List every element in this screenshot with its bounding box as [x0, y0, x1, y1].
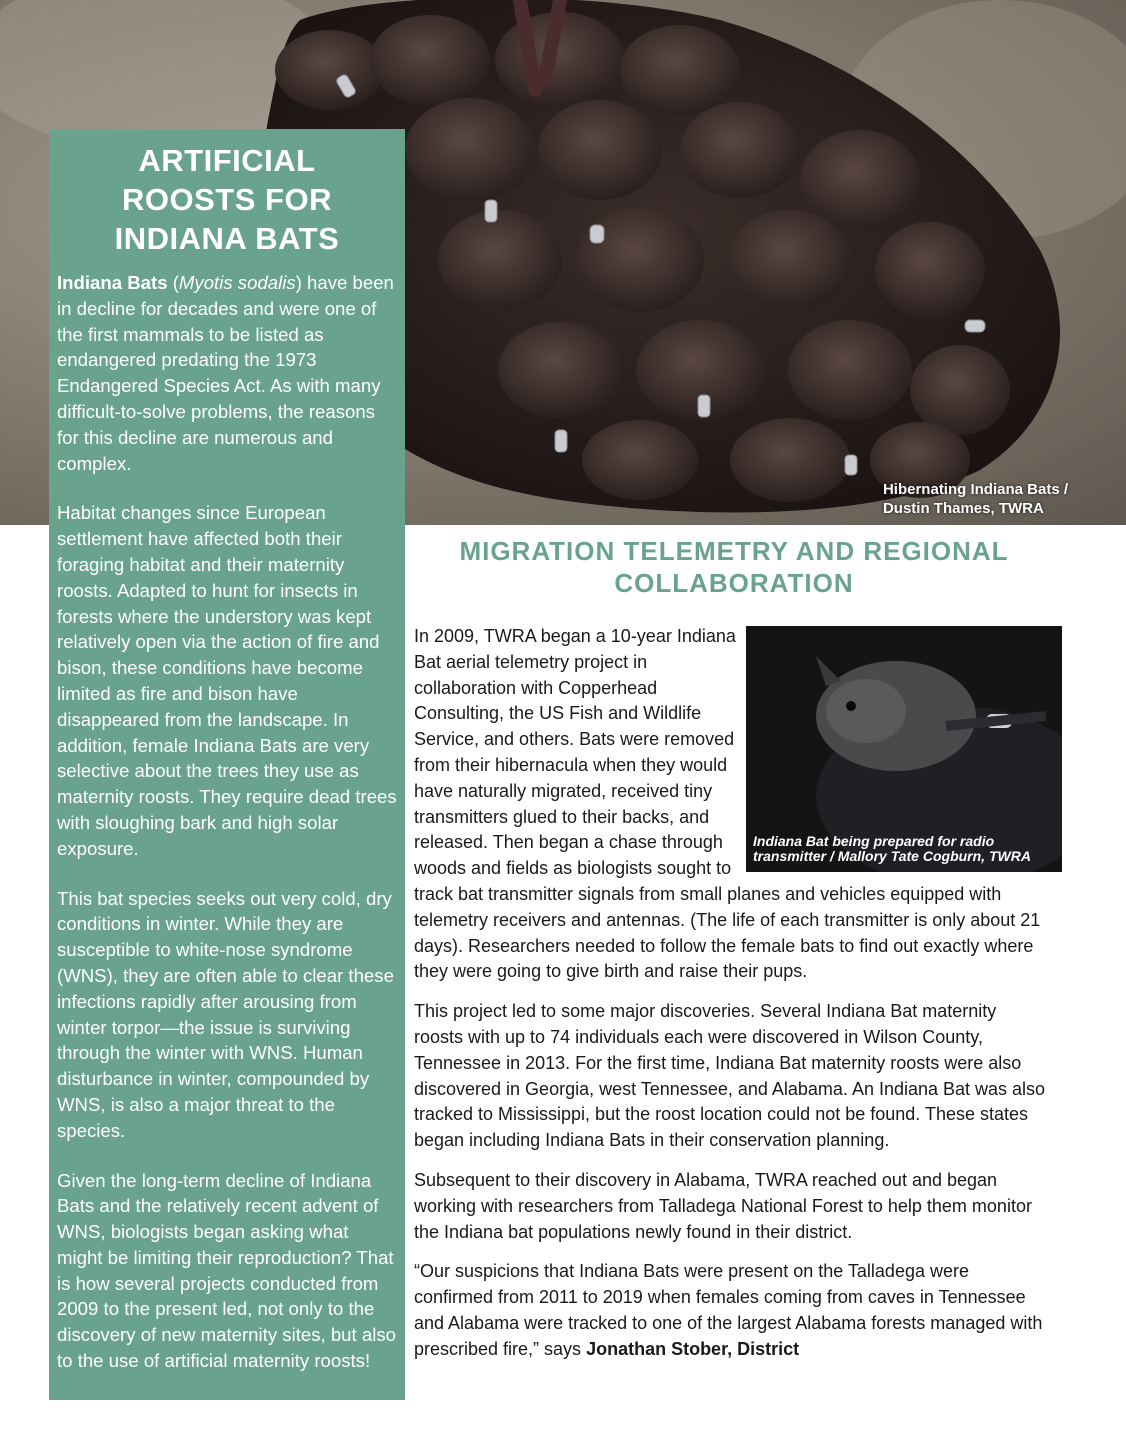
- main-paragraph-1: In 2009, TWRA began a 10-year Indiana Bat aerial telemetry project in collaboration with Copperhead Consulting, the US Fish and Wildlife Service, and others. Bats were removed from their hibernacula when they would have naturally migrated, received tiny transmitters glued to their backs, and released. Then began a chase through woods and fields as biologists sought to track bat transmitter signals from small planes and vehicles equipped with telemetry receivers and antennas. (The life of each transmitter is only about 21 days). Researchers needed to follow the female bats to find out exactly where they were going to give birth and raise their pups.: [414, 626, 1041, 982]
- sidebar-paragraph-1: [57, 270, 397, 476]
- sidebar-paragraph-1-rest: ) have been in decline for decades and were one of the first mammals to be listed as endangered predating the 1973 Endangered Species Act. As with many difficult-to-solve problems, the reasons for this decline are numerous and complex.: [57, 272, 394, 474]
- hero-photo-caption: [883, 480, 1068, 518]
- main-paragraph-4: [414, 1259, 1046, 1362]
- sidebar-lead-term: Indiana Bats: [57, 272, 168, 293]
- sidebar-paragraph-2: Habitat changes since European settlement have affected both their foraging habitat and their maternity roosts. Adapted to hunt for insects in forests where the understory was kept relatively open via the action of fire and bison, these conditions have become limited as fire and bison have disappeared from the landscape. In addition, female Indiana Bats are very selective about the trees they use as maternity roosts. They require dead trees with sloughing bark and high solar exposure.: [57, 502, 397, 859]
- inset-caption-line1: Indiana Bat being prepared for radio: [753, 833, 995, 849]
- species-name: Myotis sodalis: [178, 272, 296, 293]
- main-paragraph-4-text: “Our suspicions that Indiana Bats were present on the Talladega were confirmed from 2011 to 2019 when females coming from caves in Tennessee and Alabama were tracked to one of the largest Alabama forests managed with prescribed fire,” says: [414, 1261, 1043, 1359]
- sidebar-paragraph-4: Given the long-term decline of Indiana Bats and the relatively recent advent of WNS, biologists began asking what might be limiting their reproduction? That is how several projects conducted from 2009 to the present led, not only to the discovery of new maternity sites, but also to the use of artificial maternity roosts!: [57, 1169, 396, 1372]
- main-paragraph-3: Subsequent to their discovery in Alabama, TWRA reached out and began working with researchers from Talladega National Forest to help them monitor the Indiana bat populations newly found in their district.: [414, 1169, 1032, 1242]
- sidebar-title: ARTIFICIAL ROOSTS FOR INDIANA BATS: [114, 143, 340, 256]
- inset-photo-caption: [753, 834, 1031, 864]
- inset-caption-line2: transmitter / Mallory Tate Cogburn, TWRA: [753, 848, 1031, 864]
- section-heading: MIGRATION TELEMETRY AND REGIONAL COLLABORATION: [459, 536, 1009, 598]
- sidebar-article: [49, 129, 405, 1400]
- hero-caption-line2: Dustin Thames, TWRA: [882, 500, 1044, 517]
- main-paragraph-2: This project led to some major discoveries. Several Indiana Bat maternity roosts with up to 74 individuals each were discovered in Wilson County, Tennessee in 2013. For the first time, Indiana Bat maternity roosts were also discovered in Georgia, west Tennessee, and Alabama. An Indiana Bat was also tracked to Mississippi, but the roost location could not be found. These states began including Indiana Bats in their conservation planning.: [414, 1001, 1046, 1151]
- main-article: [414, 624, 1046, 1377]
- quoted-person-name: Jonathan Stober, District: [586, 1338, 800, 1359]
- inset-photo: [746, 626, 1062, 872]
- sidebar-paren-open: (: [167, 272, 179, 293]
- sidebar-paragraph-3: This bat species seeks out very cold, dry conditions in winter. While they are susceptible to white-nose syndrome (WNS), they are often able to clear these infections rapidly after arousing from winter torpor—the issue is surviving through the winter with WNS. Human disturbance in winter, compounded by WNS, is also a major threat to the species.: [57, 887, 394, 1141]
- hero-caption-line1: Hibernating Indiana Bats /: [882, 481, 1068, 498]
